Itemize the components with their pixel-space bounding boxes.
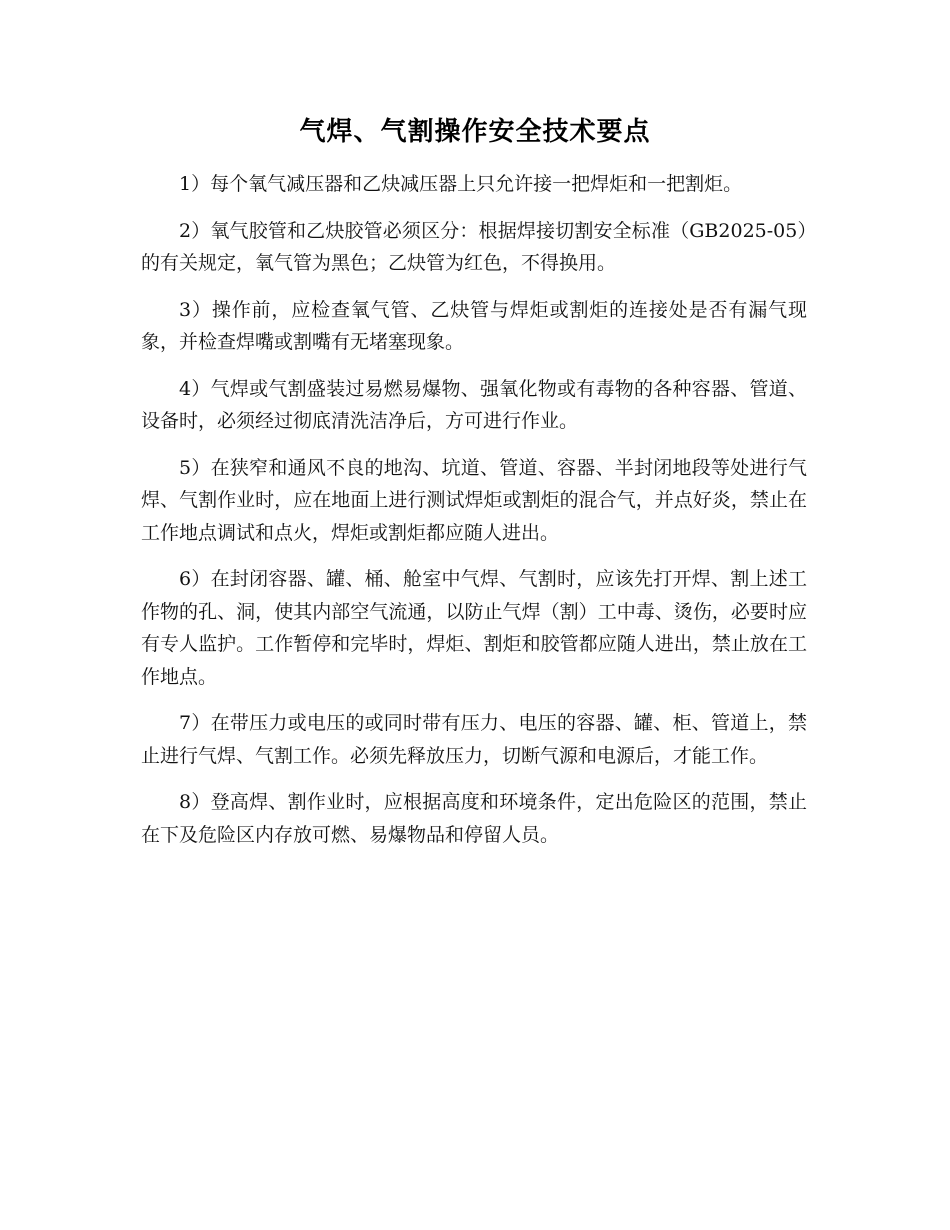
paragraph-3: 3）操作前，应检查氧气管、乙炔管与焊炬或割炬的连接处是否有漏气现象，并检查焊嘴或割嘴有无堵塞现象。: [141, 298, 807, 353]
paragraph-6: 6）在封闭容器、罐、桶、舱室中气焊、气割时，应该先打开焊、割上述工作物的孔、洞，使其内部空气流通，以防止气焊（割）工中毒、烫伤，必要时应有专人监护。工作暂停和完毕时，焊炬、割炬和胶管都应随人进出，禁止放在工作地点。: [141, 568, 807, 688]
document-body: [141, 168, 807, 865]
paragraph-8: 8）登高焊、割作业时，应根据高度和环境条件，定出危险区的范围，禁止在下及危险区内存放可燃、易爆物品和停留人员。: [141, 791, 807, 846]
document-title: 气焊、气割操作安全技术要点: [299, 117, 651, 147]
paragraph-4: 4）气焊或气割盛装过易燃易爆物、强氧化物或有毒物的各种容器、管道、设备时，必须经过彻底清洗洁净后，方可进行作业。: [141, 377, 807, 432]
paragraph-5: 5）在狭窄和通风不良的地沟、坑道、管道、容器、半封闭地段等处进行气焊、气割作业时，应在地面上进行测试焊炬或割炬的混合气，并点好炎，禁止在工作地点调试和点火，焊炬或割炬都应随人进出。: [141, 456, 807, 544]
paragraph-1: 1）每个氧气减压器和乙炔减压器上只允许接一把焊炬和一把割炬。: [179, 173, 743, 195]
paragraph-7: 7）在带压力或电压的或同时带有压力、电压的容器、罐、柜、管道上，禁止进行气焊、气割工作。必须先释放压力，切断气源和电源后，才能工作。: [141, 712, 807, 767]
paragraph-2: 2）氧气胶管和乙炔胶管必须区分：根据焊接切割安全标准（GB2025-05）的有关规定，氧气管为黑色；乙炔管为红色，不得换用。: [141, 219, 807, 274]
